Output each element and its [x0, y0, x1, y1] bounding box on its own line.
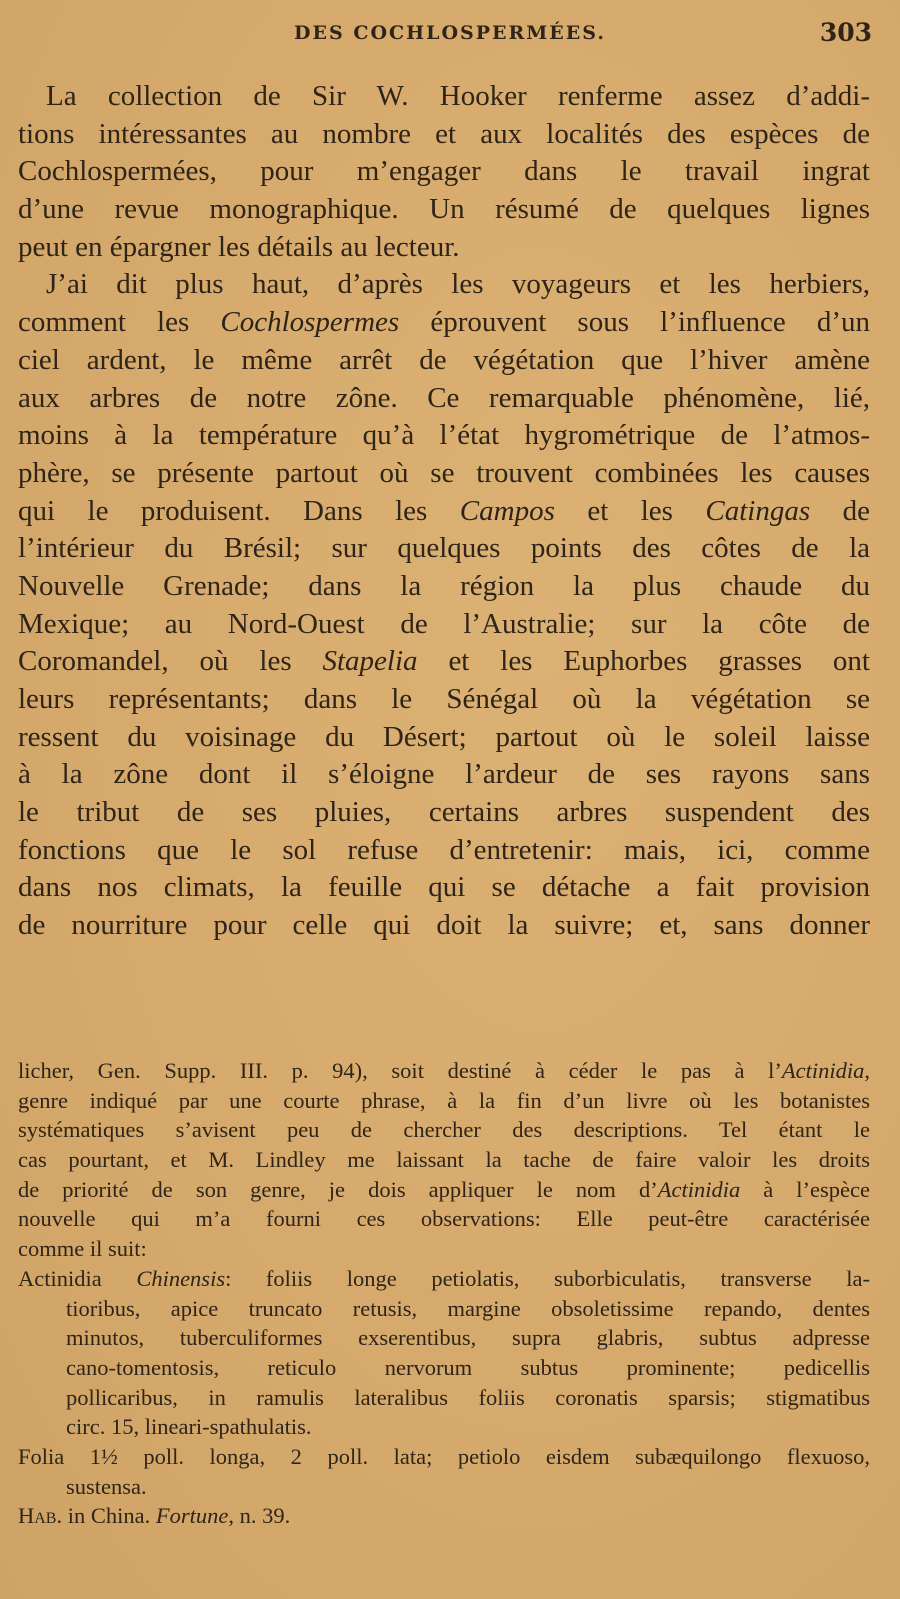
text-line: fonctions que le sol refuse d’entretenir: mais, ici, comme [18, 833, 870, 866]
text-line: leurs représentants; dans le Sénégal où la végétation se [18, 683, 870, 715]
italic-term: Campos [459, 494, 555, 527]
text-line: ciel ardent, le même arrêt de végétation que l’hiver amène [18, 343, 870, 376]
italic-term: Actinidia [781, 1058, 865, 1083]
text-line: tions intéressantes au nombre et aux localités des espèces de [18, 117, 870, 150]
text-line: peut en épargner les détails au lecteur. [18, 230, 460, 263]
text-line: La collection de Sir W. Hooker renferme assez d’addi- [46, 80, 870, 112]
italic-term: Cochlospermes [220, 306, 400, 339]
footnote-line: sustensa. [66, 1473, 147, 1499]
text-line: phère, se présente partout où se trouvent combinées les causes [18, 456, 870, 489]
footnote-line: circ. 15, lineari-spathulatis. [66, 1414, 312, 1440]
text-line: dans nos climats, la feuille qui se détache a fait provision [18, 871, 870, 904]
footnote-line: pollicaribus, in ramulis lateralibus foliis coronatis sparsis; stigmatibus [66, 1384, 870, 1410]
main-text [18, 78, 870, 945]
text-line: qui le produisent. Dans les Campos et les Catingas de [18, 494, 870, 527]
footnote-line: comme il suit: [18, 1236, 147, 1262]
small-caps-term: Hab. [18, 1503, 63, 1529]
footnote-line: Folia 1½ poll. longa, 2 poll. lata; petiolo eisdem subæquilongo flexuoso, [18, 1443, 870, 1469]
footnote-line: Hab. in China. Fortune, n. 39. [18, 1503, 291, 1529]
footnote-line: tioribus, apice truncato retusis, margine obsoletissime repando, dentes [66, 1295, 870, 1321]
text-line: le tribut de ses pluies, certains arbres suspendent des [18, 796, 870, 829]
footnote-line: minutos, tuberculiformes exserentibus, supra glabris, subtus adpresse [66, 1325, 870, 1351]
footnote-line: de priorité de son genre, je dois appliquer le nom d’Actinidia à l’espèce [18, 1176, 870, 1202]
text-line: à la zône dont il s’éloigne l’ardeur de ses rayons sans [18, 758, 870, 791]
footnote-line: cano-tomentosis, reticulo nervorum subtus prominente; pedicellis [66, 1354, 870, 1380]
text-line: Cochlospermées, pour m’engager dans le travail ingrat [18, 155, 870, 188]
text-line: de nourriture pour celle qui doit la suivre; et, sans donner [18, 909, 870, 942]
footnote-line: genre indiqué par une courte phrase, à la fin d’un livre où les botanistes [18, 1087, 870, 1113]
italic-term: Actinidia [657, 1176, 741, 1202]
footnote-line: systématiques s’avisent peu de chercher des descriptions. Tel étant le [18, 1117, 870, 1143]
text-line: Coromandel, où les Stapelia et les Euphorbes grasses ont [18, 645, 870, 678]
footnote-line: nouvelle qui m’a fourni ces observations: Elle peut-être caractérisée [18, 1206, 870, 1232]
italic-term: Chinensis [136, 1265, 226, 1291]
text-line: comment les Cochlospermes éprouvent sous l’influence d’un [18, 306, 870, 339]
text-line: J’ai dit plus haut, d’après les voyageurs et les herbiers, [46, 268, 870, 301]
italic-term: Stapelia [322, 645, 418, 678]
text-line: ressent du voisinage du Désert; partout où le soleil laisse [18, 720, 870, 753]
footnote-text [18, 1056, 870, 1531]
footnote-line: cas pourtant, et M. Lindley me laissant la tache de faire valoir les droits [18, 1147, 870, 1173]
running-head [0, 18, 900, 48]
footnote-line: Actinidia Chinensis: foliis longe petiolatis, suborbiculatis, transverse la- [18, 1265, 870, 1291]
italic-term: Catingas [705, 494, 811, 527]
footnote-line: licher, Gen. Supp. III. p. 94), soit destiné à céder le pas à l’Actinidia, [18, 1058, 870, 1083]
text-line: aux arbres de notre zône. Ce remarquable phénomène, lié, [18, 381, 870, 414]
text-line: Nouvelle Grenade; dans la région la plus chaude du [18, 569, 870, 602]
text-line: moins à la température qu’à l’état hygrométrique de l’atmos- [18, 419, 870, 452]
text-line: l’intérieur du Brésil; sur quelques points des côtes de la [18, 532, 870, 565]
running-head-title: DES COCHLOSPERMÉES. [294, 22, 606, 44]
text-line: Mexique; au Nord-Ouest de l’Australie; sur la côte de [18, 607, 870, 640]
text-line: d’une revue monographique. Un résumé de quelques lignes [18, 193, 870, 226]
italic-term: Fortune [155, 1503, 229, 1529]
page-number: 303 [819, 18, 872, 47]
